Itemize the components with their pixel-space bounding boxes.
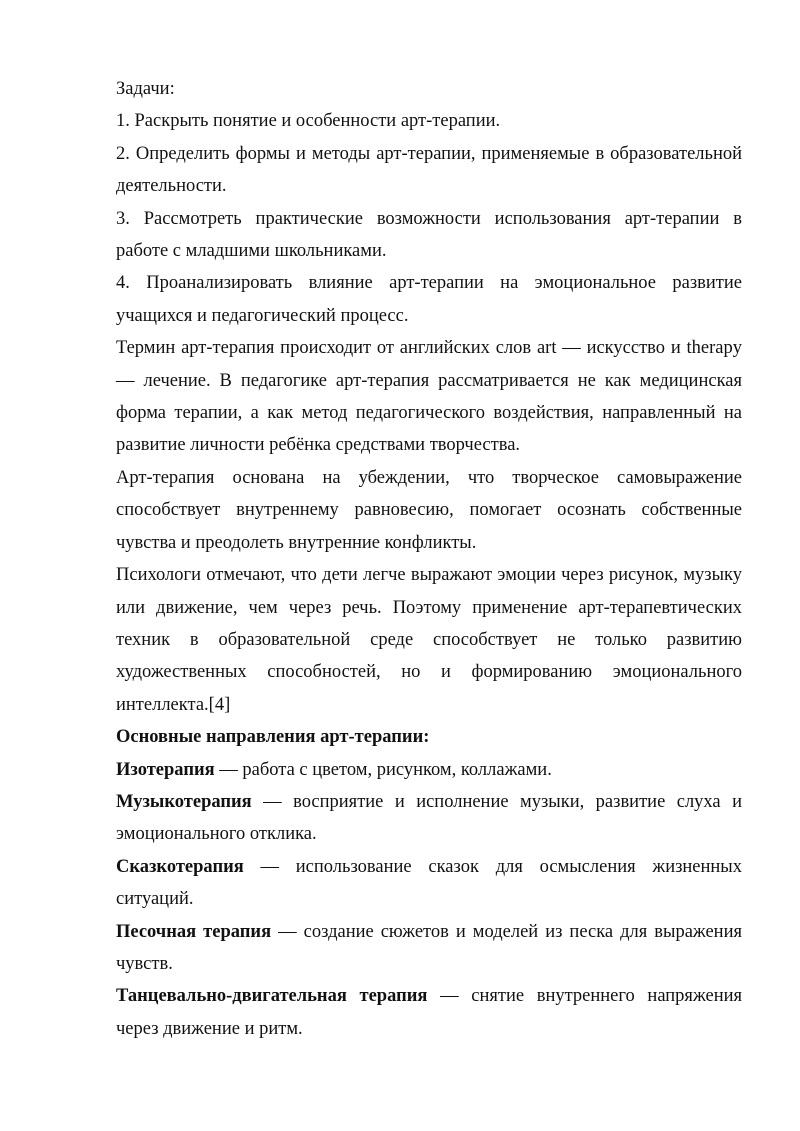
direction-text: — создание сюжетов и моделей из песка для выражения чувств. — [116, 921, 742, 974]
direction-item-4 — [116, 916, 742, 981]
direction-text: — использование сказок для осмысления жизненных ситуаций. — [116, 856, 742, 910]
direction-item-1 — [116, 754, 742, 786]
task-item-2: 2. Определить формы и методы арт-терапии, применяемые в образовательной деятельности. — [116, 143, 742, 197]
direction-term: Сказкотерапия — [116, 856, 244, 877]
tasks-label: Задачи: — [116, 79, 175, 99]
task-item-3: 3. Рассмотреть практические возможности использования арт-терапии в работе с младшими школьниками. — [116, 208, 742, 262]
directions-heading: Основные направления арт-терапии: — [116, 727, 430, 748]
body-paragraph-3: Психологи отмечают, что дети легче выражают эмоции через рисунок, музыку или движение, чем через речь. Поэтому применение арт-терапевтических техник в образовательной среде способствует не только развитию художественных способностей, но и формированию эмоционального интеллекта.[4] — [116, 565, 742, 715]
direction-item-2 — [116, 786, 742, 851]
direction-item-3 — [116, 851, 742, 916]
direction-text: — снятие внутреннего напряжения через движение и ритм. — [116, 986, 743, 1039]
direction-term: Музыкотерапия — [116, 791, 252, 812]
task-item-1: 1. Раскрыть понятие и особенности арт-терапии. — [116, 111, 501, 132]
document-page — [116, 73, 742, 1045]
body-paragraph-1: Термин арт-терапия происходит от английских слов art — искусство и therapy — лечение. В педагогике арт-терапия рассматривается не как медицинская форма терапии, а как метод педагогического воздействия, направленный на развитие личности ребёнка средствами творчества. — [116, 338, 742, 456]
direction-item-5 — [116, 980, 742, 1045]
direction-term: Изотерапия — [116, 759, 215, 780]
direction-text: — работа с цветом, рисунком, коллажами. — [214, 759, 552, 780]
task-item-4: 4. Проанализировать влияние арт-терапии на эмоциональное развитие учащихся и педагогический процесс. — [116, 273, 742, 326]
direction-text: — восприятие и исполнение музыки, развитие слуха и эмоционального отклика. — [116, 791, 742, 845]
body-paragraph-2: Арт-терапия основана на убеждении, что творческое самовыражение способствует внутреннему равновесию, помогает осознать собственные чувства и преодолеть внутренние конфликты. — [116, 467, 742, 553]
direction-term: Танцевально-двигательная терапия — [116, 986, 428, 1007]
direction-term: Песочная терапия — [116, 921, 272, 942]
tasks-section — [116, 73, 742, 332]
